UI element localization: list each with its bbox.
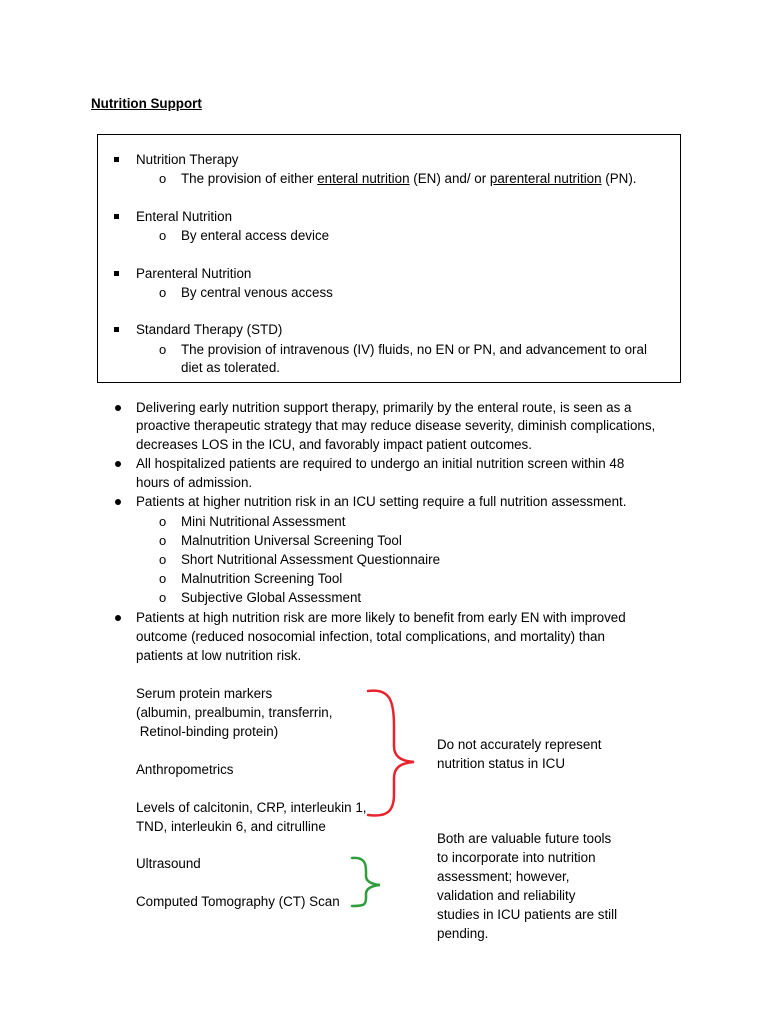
marker-text: TND, interleukin 6, and citrulline: [136, 819, 326, 834]
bullet-text: Delivering early nutrition support therapy, primarily by the enteral route, is seen as a: [136, 400, 632, 415]
marker-text: Ultrasound: [136, 856, 201, 871]
square-bullet-icon: [114, 214, 119, 219]
box-item-sub: The provision of either enteral nutrition (EN) and/ or parenteral nutrition (PN).: [181, 171, 637, 186]
box-item-sub: diet as tolerated.: [181, 360, 281, 375]
page-title: Nutrition Support: [91, 96, 202, 111]
circle-bullet-icon: o: [159, 171, 167, 186]
note-green-text: assessment; however,: [437, 869, 570, 884]
square-bullet-icon: [114, 157, 119, 162]
note-green-text: Both are valuable future tools: [437, 831, 612, 846]
enteral-nutrition-term: enteral nutrition: [317, 171, 410, 186]
circle-bullet-icon: o: [159, 533, 167, 548]
green-brace-icon: [348, 854, 404, 910]
note-green-text: validation and reliability: [437, 888, 576, 903]
circle-bullet-icon: o: [159, 571, 167, 586]
marker-text: Serum protein markers: [136, 686, 273, 701]
note-green-text: to incorporate into nutrition: [437, 850, 596, 865]
red-brace-icon: [360, 686, 420, 820]
bullet-dot-icon: [115, 405, 121, 411]
assessment-tool-item: Short Nutritional Assessment Questionnaire: [181, 552, 441, 567]
circle-bullet-icon: o: [159, 342, 167, 357]
bullet-dot-icon: [115, 499, 121, 505]
circle-bullet-icon: o: [159, 514, 167, 529]
bullet-dot-icon: [115, 461, 121, 467]
bullet-dot-icon: [115, 615, 121, 621]
circle-bullet-icon: o: [159, 552, 167, 567]
circle-bullet-icon: o: [159, 228, 167, 243]
box-item-label: Nutrition Therapy: [136, 152, 239, 167]
bullet-text: proactive therapeutic strategy that may reduce disease severity, diminish complications,: [136, 418, 656, 433]
assessment-tool-item: Subjective Global Assessment: [181, 590, 362, 605]
marker-text: Retinol-binding protein): [136, 724, 279, 739]
note-red-text: Do not accurately represent: [437, 737, 602, 752]
bullet-text: Patients at higher nutrition risk in an ICU setting require a full nutrition assessment.: [136, 494, 627, 509]
box-item-label: Standard Therapy (STD): [136, 322, 283, 337]
parenteral-nutrition-term: parenteral nutrition: [489, 171, 602, 186]
note-green-text: studies in ICU patients are still: [437, 907, 618, 922]
bullet-text: patients at low nutrition risk.: [136, 648, 302, 663]
box-item-sub: The provision of intravenous (IV) fluids, no EN or PN, and advancement to oral: [181, 342, 647, 357]
bullet-text: hours of admission.: [136, 475, 253, 490]
bullet-text: All hospitalized patients are required to undergo an initial nutrition screen within 48: [136, 456, 625, 471]
bullet-text: Patients at high nutrition risk are more likely to benefit from early EN with improved: [136, 610, 626, 625]
assessment-tool-item: Mini Nutritional Assessment: [181, 514, 346, 529]
box-item-label: Enteral Nutrition: [136, 209, 233, 224]
marker-text: Anthropometrics: [136, 762, 234, 777]
assessment-tool-item: Malnutrition Universal Screening Tool: [181, 533, 402, 548]
marker-text: (albumin, prealbumin, transferrin,: [136, 705, 333, 720]
note-red-text: nutrition status in ICU: [437, 756, 566, 771]
note-green-text: pending.: [437, 926, 489, 941]
bullet-text: decreases LOS in the ICU, and favorably impact patient outcomes.: [136, 437, 532, 452]
circle-bullet-icon: o: [159, 590, 167, 605]
box-item-sub: By central venous access: [181, 285, 333, 300]
assessment-tool-item: Malnutrition Screening Tool: [181, 571, 343, 586]
square-bullet-icon: [114, 271, 119, 276]
marker-text: Computed Tomography (CT) Scan: [136, 894, 340, 909]
circle-bullet-icon: o: [159, 285, 167, 300]
box-item-sub: By enteral access device: [181, 228, 330, 243]
marker-text: Levels of calcitonin, CRP, interleukin 1,: [136, 800, 367, 815]
square-bullet-icon: [114, 327, 119, 332]
box-item-label: Parenteral Nutrition: [136, 266, 252, 281]
bullet-text: outcome (reduced nosocomial infection, total complications, and mortality) than: [136, 629, 605, 644]
